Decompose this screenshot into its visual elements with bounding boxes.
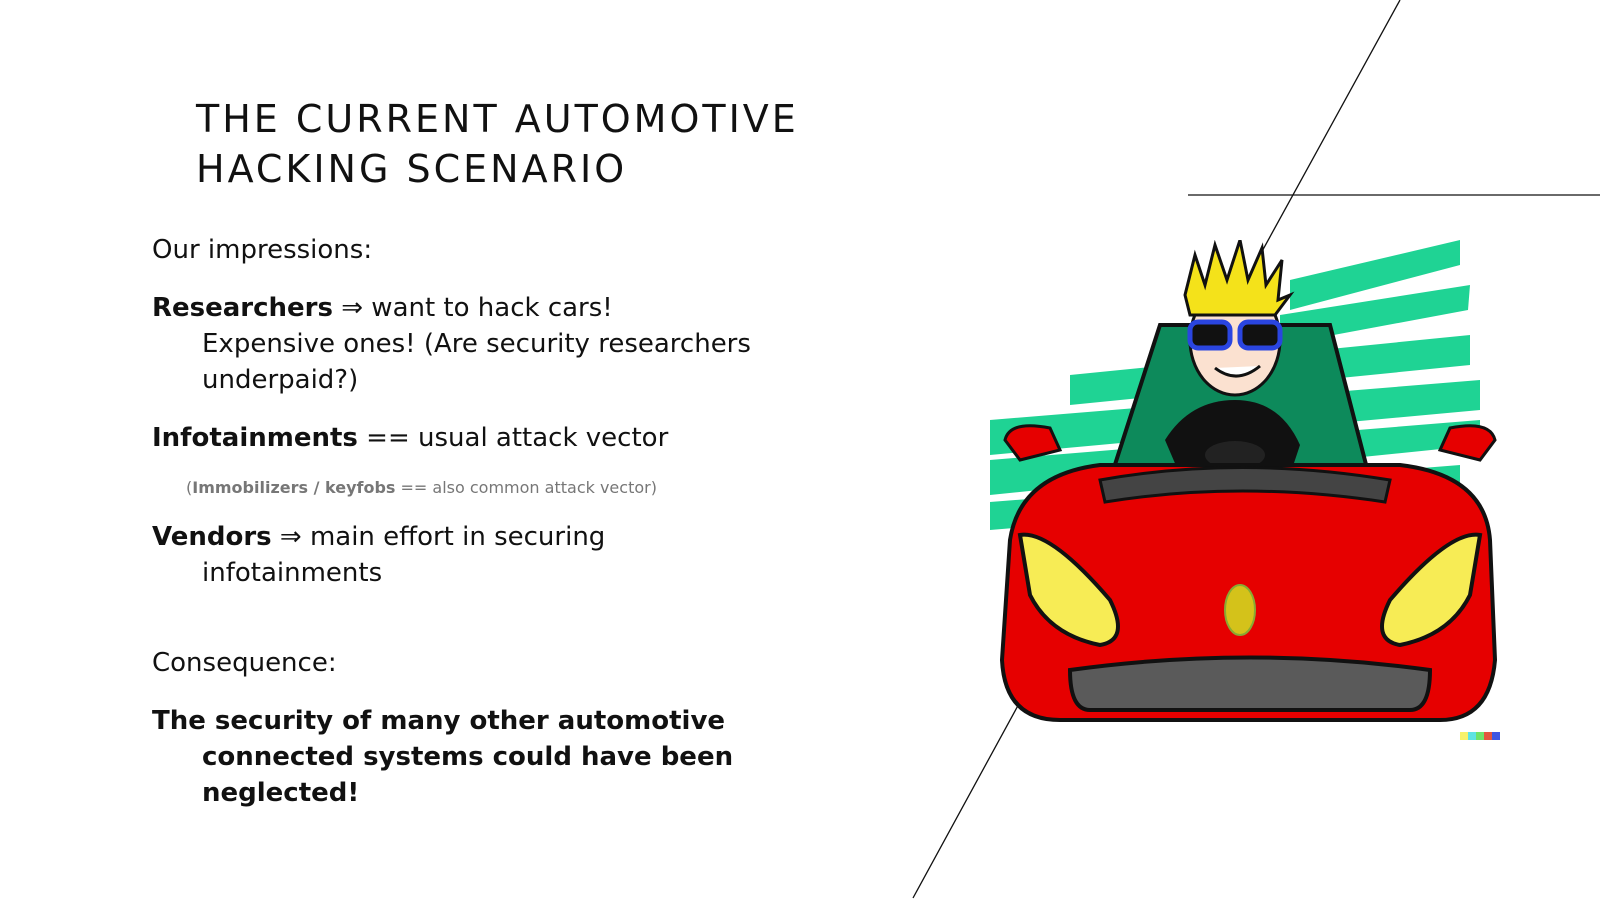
slide-title-line-2: HACKING SCENARIO xyxy=(196,147,628,191)
vendors-term: Vendors xyxy=(152,522,272,552)
vendors-point xyxy=(152,519,752,591)
slide-title-line-1: THE CURRENT AUTOMOTIVE xyxy=(196,97,799,141)
researchers-term: Researchers xyxy=(152,293,333,323)
consequence-text xyxy=(152,703,752,811)
immobilizers-term: Immobilizers / keyfobs xyxy=(192,478,396,497)
infotainments-text: == usual attack vector xyxy=(357,423,669,453)
color-strip xyxy=(1460,732,1500,740)
slide-title xyxy=(196,94,799,194)
hacker-car-illustration xyxy=(990,240,1510,750)
slide-body xyxy=(152,232,752,811)
infotainments-point xyxy=(152,420,752,456)
immobilizers-open: ( xyxy=(186,478,193,497)
immobilizers-text: == also common attack vector) xyxy=(395,478,657,497)
car xyxy=(1002,426,1495,720)
vendors-text: ⇒ main effort in securing infotainments xyxy=(202,522,606,588)
researchers-text: ⇒ want to hack cars! Expensive ones! (Are security researchers underpaid?) xyxy=(202,293,751,395)
impressions-label: Our impressions: xyxy=(152,235,373,265)
consequence-statement: The security of many other automotive connected systems could have been neglected! xyxy=(152,706,734,808)
immobilizers-note xyxy=(152,478,752,497)
infotainments-term: Infotainments xyxy=(152,423,358,453)
researchers-point xyxy=(152,290,752,398)
consequence-label: Consequence: xyxy=(152,648,337,678)
